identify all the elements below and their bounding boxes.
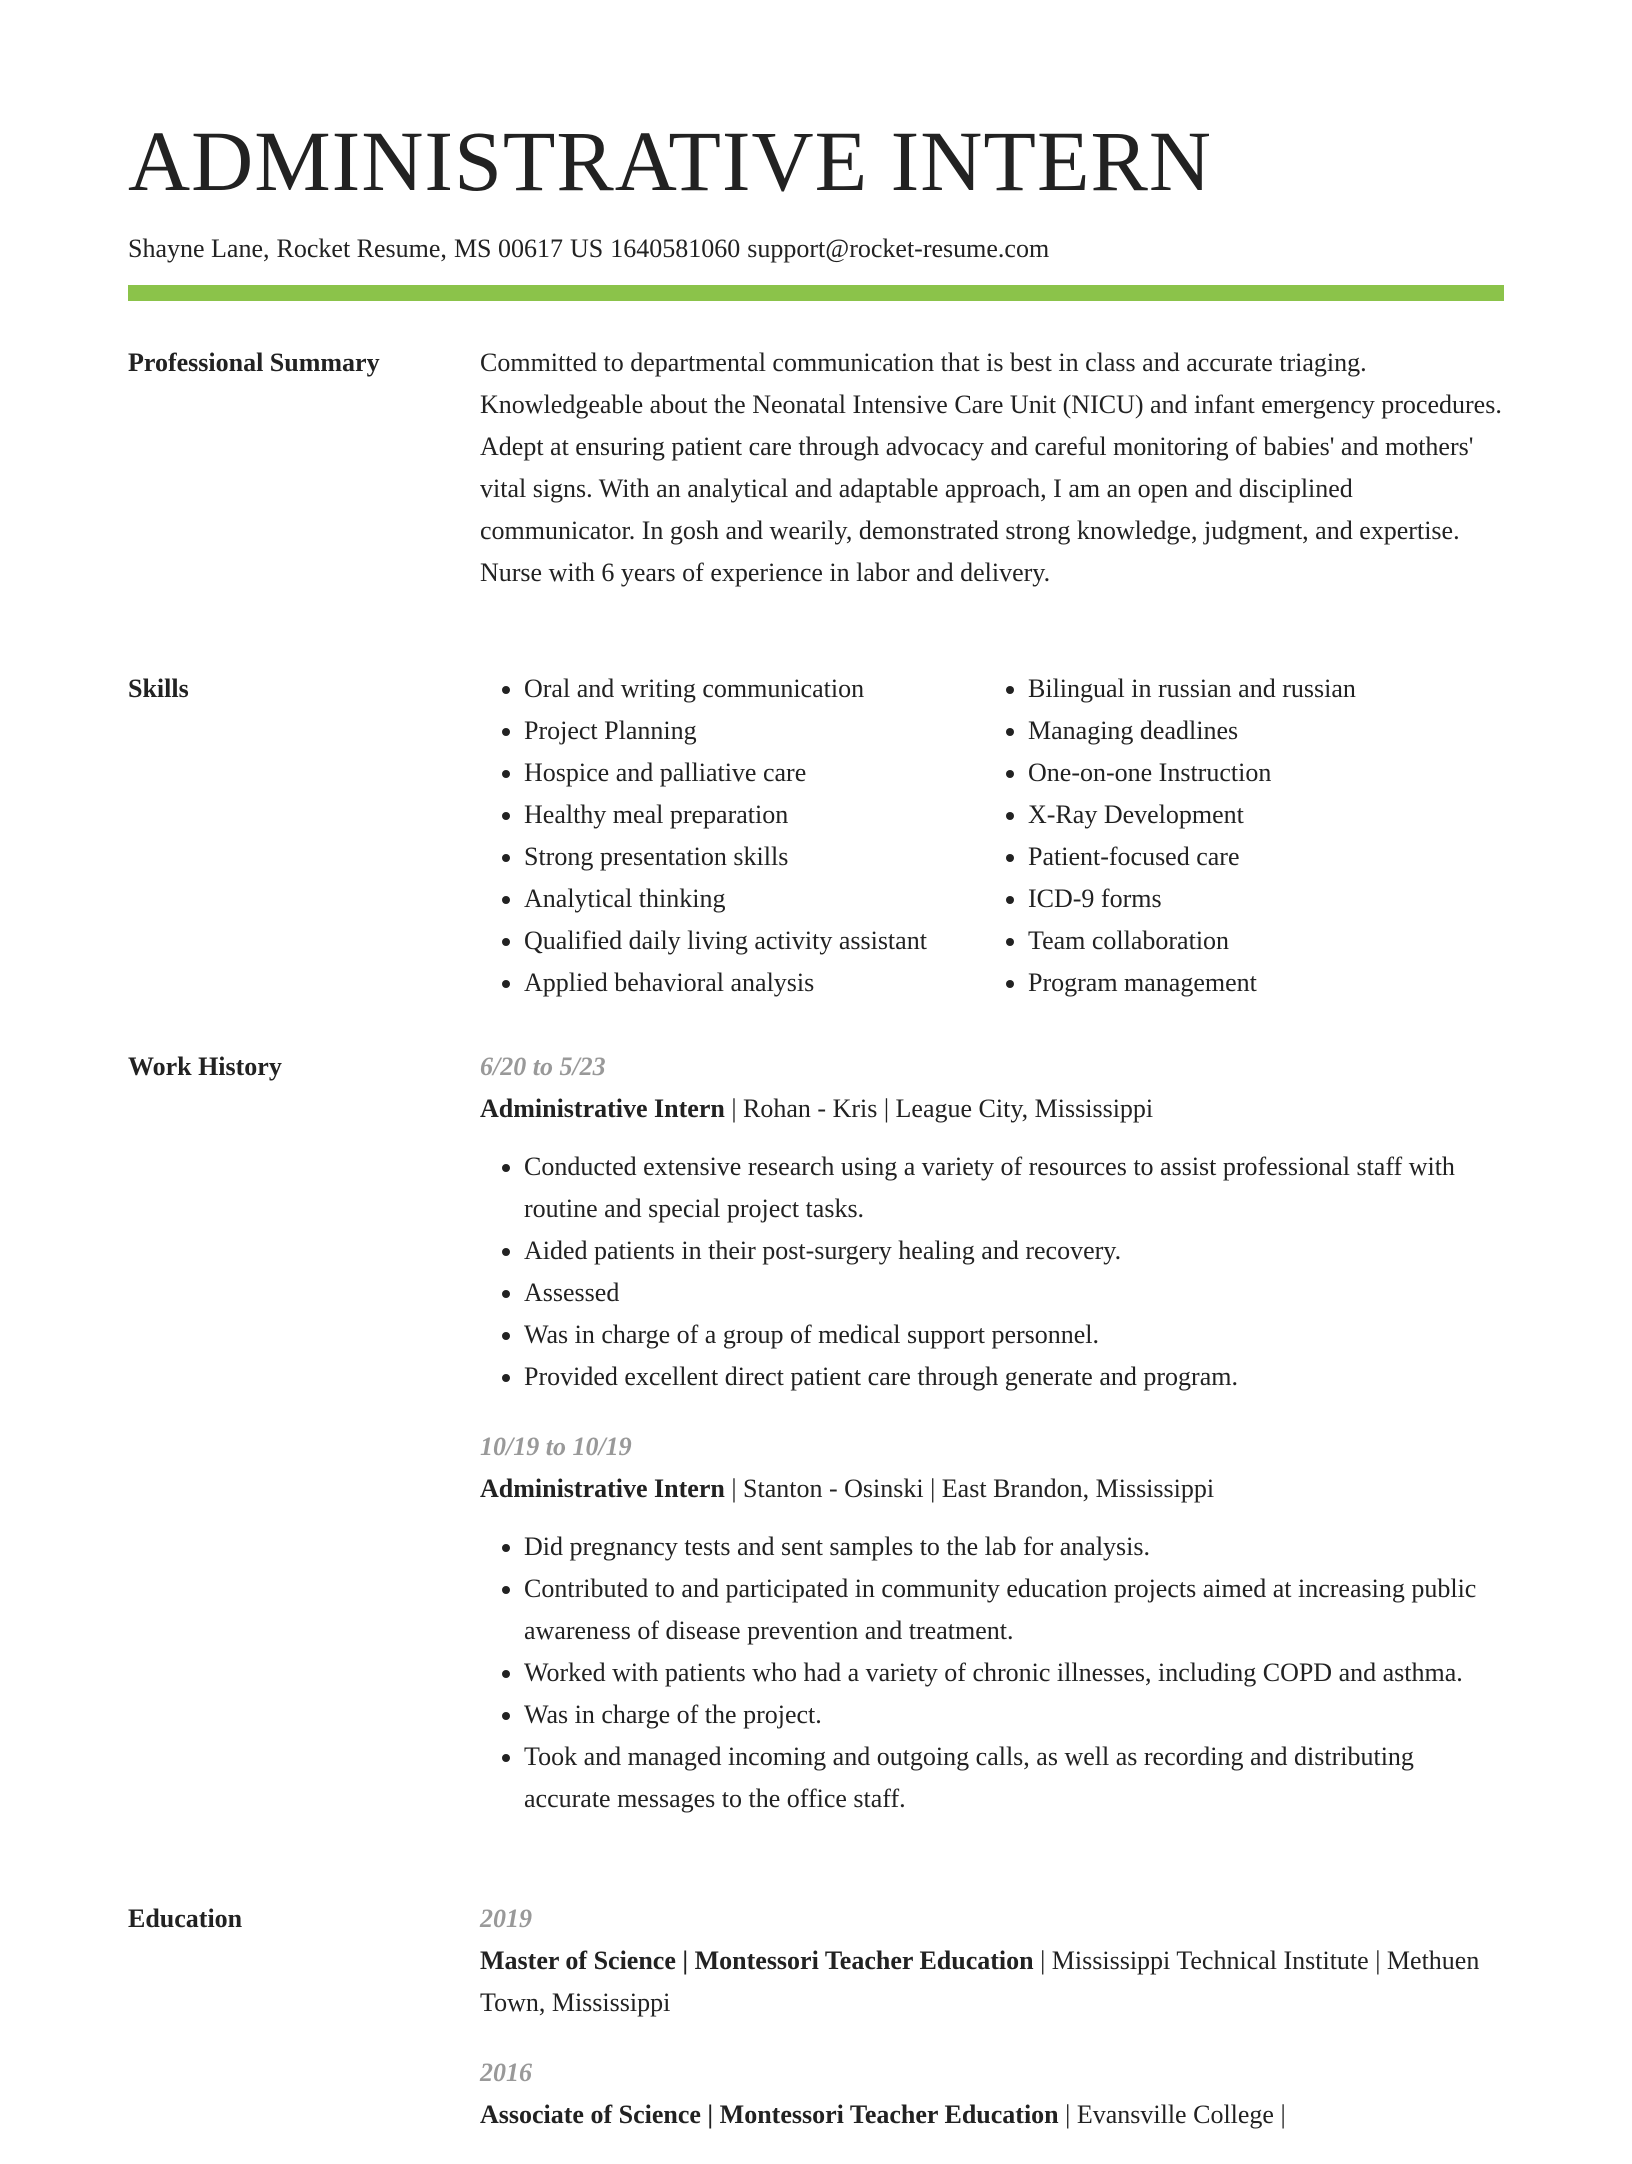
skill-item: • Bilingual in russian and russian xyxy=(1028,668,1356,710)
accent-divider xyxy=(128,285,1504,301)
education-entry xyxy=(480,1898,1504,2024)
skills-list-right xyxy=(984,668,1356,1004)
skill-item: • Strong presentation skills xyxy=(524,836,984,878)
contact-phone: 1640581060 xyxy=(610,234,741,263)
job-entry xyxy=(480,1046,1504,1398)
education-institution: | Mississippi Technical Institute | Methuen Town, Mississippi xyxy=(480,1946,1480,2017)
job-title-line xyxy=(480,1468,1504,1510)
job-employer-location: | Stanton - Osinski | East Brandon, Mississippi xyxy=(724,1474,1215,1503)
skill-item: • Program management xyxy=(1028,962,1356,1004)
contact-email[interactable]: support@rocket-resume.com xyxy=(747,234,1050,263)
skill-item: • Oral and writing communication xyxy=(524,668,984,710)
job-bullet: • Was in charge of the project. xyxy=(524,1694,1504,1736)
job-dates: 10/19 to 10/19 xyxy=(480,1432,632,1461)
education-year: 2016 xyxy=(480,2058,532,2087)
job-bullet: • Was in charge of a group of medical support personnel. xyxy=(524,1314,1504,1356)
education-year: 2019 xyxy=(480,1904,532,1933)
job-title-line xyxy=(480,1088,1504,1130)
job-entry xyxy=(480,1426,1504,1820)
skill-item: • Analytical thinking xyxy=(524,878,984,920)
job-bullet: • Worked with patients who had a variety of chronic illnesses, including COPD and asthma. xyxy=(524,1652,1504,1694)
job-bullet: • Did pregnancy tests and sent samples to the lab for analysis. xyxy=(524,1526,1504,1568)
job-bullet: • Assessed xyxy=(524,1272,1504,1314)
job-bullets xyxy=(480,1146,1504,1398)
job-title: Administrative Intern xyxy=(480,1474,725,1503)
summary-heading: Professional Summary xyxy=(128,348,380,377)
skill-item: • One-on-one Instruction xyxy=(1028,752,1356,794)
education-degree: Master of Science | Montessori Teacher Education xyxy=(480,1946,1034,1975)
contact-person: Shayne Lane, xyxy=(128,234,270,263)
education-details-line xyxy=(480,1940,1504,2024)
contact-country: US xyxy=(570,234,604,263)
skill-item: • Qualified daily living activity assistant xyxy=(524,920,984,962)
skill-item: • Patient-focused care xyxy=(1028,836,1356,878)
skill-item: • Healthy meal preparation xyxy=(524,794,984,836)
job-bullet: • Conducted extensive research using a variety of resources to assist professional staff with routine and special project tasks. xyxy=(524,1146,1504,1230)
work-history-heading: Work History xyxy=(128,1052,282,1081)
contact-state-zip: MS 00617 xyxy=(453,234,564,263)
job-bullets xyxy=(480,1526,1504,1820)
skills-list-left xyxy=(480,668,984,1004)
summary-body xyxy=(480,342,1504,594)
job-employer-location: | Rohan - Kris | League City, Mississippi xyxy=(724,1094,1154,1123)
job-bullet: • Provided excellent direct patient care through generate and program. xyxy=(524,1356,1504,1398)
resume-title: ADMINISTRATIVE INTERN xyxy=(128,113,1212,209)
education-details-line xyxy=(480,2094,1504,2136)
skills-heading: Skills xyxy=(128,674,189,703)
job-title: Administrative Intern xyxy=(480,1094,725,1123)
skill-item: • X-Ray Development xyxy=(1028,794,1356,836)
work-history-body xyxy=(480,1046,1504,1848)
job-dates: 6/20 to 5/23 xyxy=(480,1052,606,1081)
job-bullet: • Took and managed incoming and outgoing calls, as well as recording and distributing accurate messages to the office staff. xyxy=(524,1736,1504,1820)
education-institution: | Evansville College | xyxy=(1058,2100,1286,2129)
contact-company: Rocket Resume, xyxy=(276,234,447,263)
skill-item: • Managing deadlines xyxy=(1028,710,1356,752)
education-heading: Education xyxy=(128,1904,243,1933)
skill-item: • Applied behavioral analysis xyxy=(524,962,984,1004)
skill-item: • Hospice and palliative care xyxy=(524,752,984,794)
job-bullet: • Aided patients in their post-surgery healing and recovery. xyxy=(524,1230,1504,1272)
education-entry xyxy=(480,2052,1504,2136)
skill-item: • ICD-9 forms xyxy=(1028,878,1356,920)
job-bullet: • Contributed to and participated in community education projects aimed at increasing public awareness of disease prevention and treatment. xyxy=(524,1568,1504,1652)
contact-line xyxy=(128,232,1049,266)
summary-text: Committed to departmental communication that is best in class and accurate triaging. Knowledgeable about the Neonatal Intensive Care Unit (NICU) and infant emergency procedures. Adept at ensuring patient care through advocacy and careful monitoring of babies' and mothers' vital signs. With an analytical and adaptable approach, I am an open and disciplined communicator. In gosh and wearily, demonstrated strong knowledge, judgment, and expertise. Nurse with 6 years of experience in labor and delivery. xyxy=(480,348,1502,587)
education-degree: Associate of Science | Montessori Teacher Education xyxy=(480,2100,1059,2129)
skills-body xyxy=(480,668,1504,1004)
skill-item: • Team collaboration xyxy=(1028,920,1356,962)
education-body xyxy=(480,1898,1504,2164)
skill-item: • Project Planning xyxy=(524,710,984,752)
